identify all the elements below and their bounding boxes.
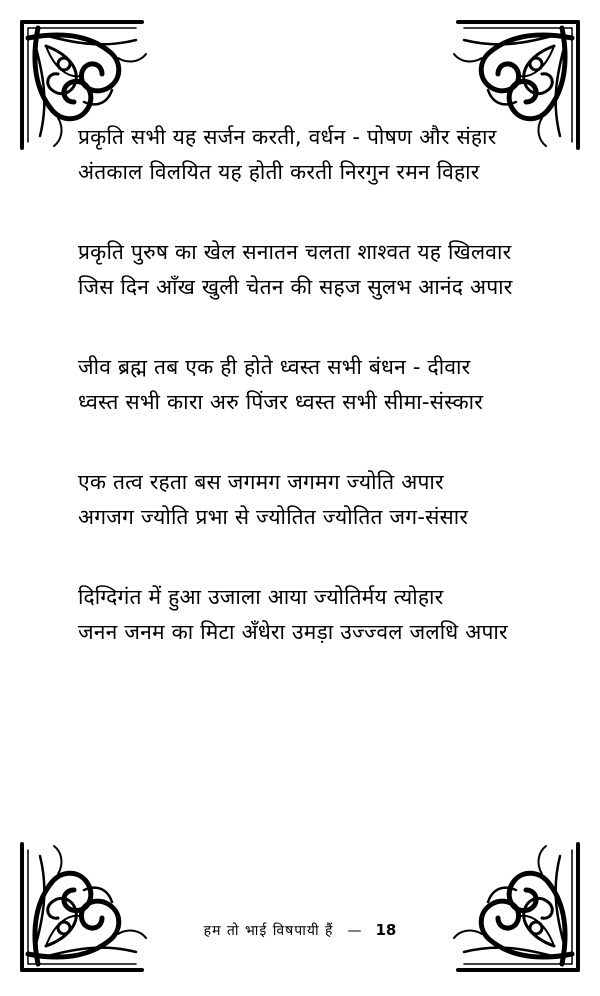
poem-line: प्रकृति पुरुष का खेल सनातन चलता शाश्वत यह खिलवार — [78, 240, 512, 264]
stanza-5 — [78, 580, 548, 650]
poem-line: प्रकृति सभी यह सर्जन करती, वर्धन - पोषण और संहार — [78, 125, 497, 149]
poem-line: जिस दिन आँख खुली चेतन की सहज सुलभ आनंद अपार — [78, 275, 513, 299]
poem-line: एक तत्व रहता बस जगमग जगमग ज्योति अपार — [78, 470, 444, 494]
poem-line: दिग्दिगंत में हुआ उजाला आया ज्योतिर्मय त्योहार — [78, 585, 444, 609]
poem-line: अंतकाल विलयित यह होती करती निरगुन रमन विहार — [78, 160, 480, 184]
stanza-3 — [78, 350, 548, 420]
poem-line: जनन जनम का मिटा अँधेरा उमड़ा उज्ज्वल जलधि अपार — [78, 620, 508, 644]
poem-body — [78, 120, 548, 695]
corner-ornament-bottom-right — [452, 839, 582, 974]
corner-ornament-bottom-left — [18, 839, 148, 974]
poem-line: अगजग ज्योति प्रभा से ज्योतित ज्योतित जग-संसार — [78, 505, 469, 529]
page-footer — [0, 921, 600, 940]
book-title: हम तो भाई विषपायी हैं — [203, 923, 334, 939]
art-nouveau-corner-ornament-icon — [452, 839, 582, 974]
stanza-4 — [78, 465, 548, 535]
stanza-2 — [78, 235, 548, 305]
art-nouveau-corner-ornament-icon — [18, 839, 148, 974]
page-number: 18 — [375, 921, 397, 939]
footer-dash: — — [347, 923, 362, 939]
poem-line: जीव ब्रह्म तब एक ही होते ध्वस्त सभी बंधन - दीवार — [78, 355, 471, 379]
poem-line: ध्वस्त सभी कारा अरु पिंजर ध्वस्त सभी सीमा-संस्कार — [78, 390, 484, 414]
stanza-1 — [78, 120, 548, 190]
